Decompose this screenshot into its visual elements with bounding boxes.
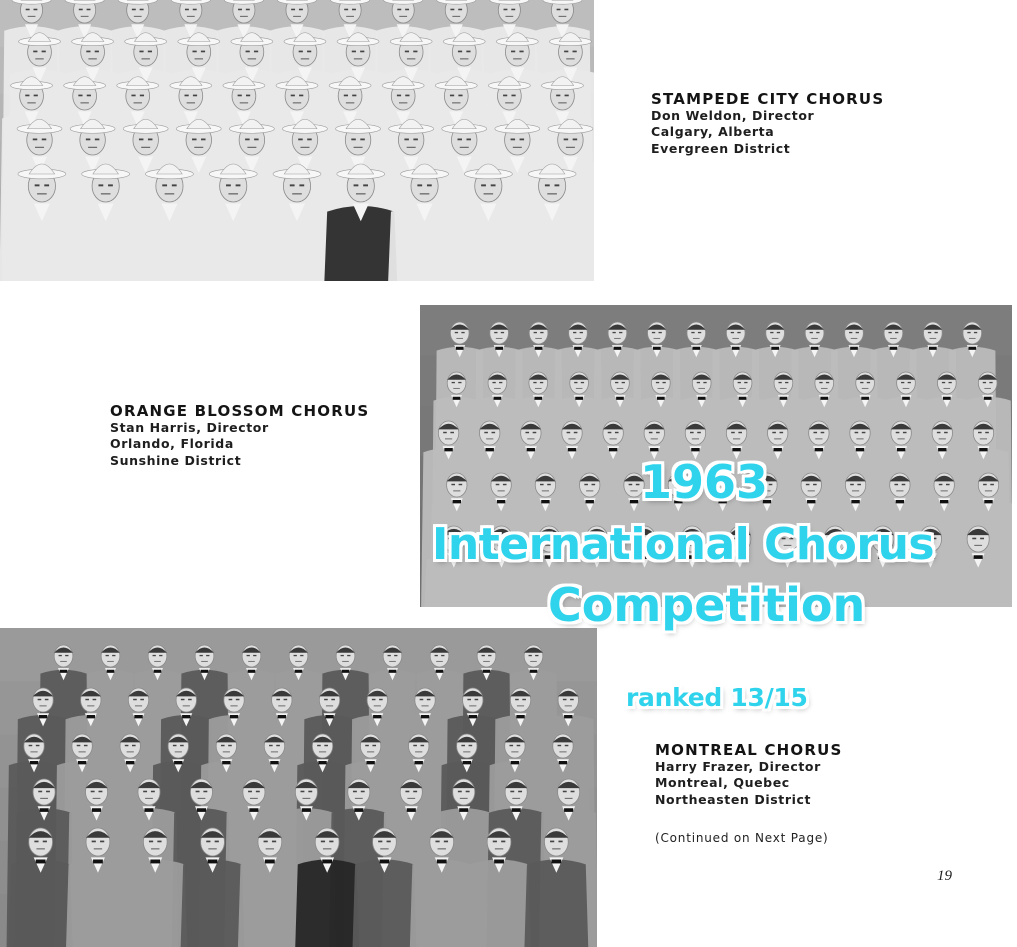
- chorus-name: MONTREAL CHORUS: [655, 741, 843, 759]
- orange-blossom-chorus-caption: [110, 403, 369, 469]
- stampede-city-chorus-photo: [0, 0, 594, 281]
- overlay-title-line1: International Chorus: [432, 519, 935, 570]
- chorus-location: Calgary, Alberta: [651, 124, 775, 139]
- chorus-director: Harry Frazer, Director: [655, 758, 821, 774]
- overlay-title-line2: Competition: [548, 578, 866, 632]
- montreal-chorus-photo: [0, 628, 597, 947]
- montreal-chorus-caption: [655, 742, 843, 808]
- chorus-district: Evergreen District: [651, 140, 791, 156]
- chorus-director: Stan Harris, Director: [110, 419, 269, 435]
- chorus-name: ORANGE BLOSSOM CHORUS: [110, 402, 370, 420]
- chorus-name: STAMPEDE CITY CHORUS: [651, 90, 885, 108]
- chorus-district: Northeasten District: [655, 791, 812, 807]
- stampede-city-chorus-caption: [651, 91, 884, 157]
- continued-note: (Continued on Next Page): [655, 831, 829, 845]
- overlay-year: 1963: [640, 455, 769, 509]
- chorus-location: Montreal, Quebec: [655, 775, 790, 790]
- page-number: 19: [937, 868, 952, 884]
- group-photo-suits-icon: [0, 628, 597, 947]
- overlay-ranking: ranked 13/15: [626, 683, 808, 712]
- group-photo-cowboy-hats-icon: [0, 0, 594, 281]
- chorus-director: Don Weldon, Director: [651, 107, 815, 123]
- chorus-district: Sunshine District: [110, 452, 242, 468]
- chorus-location: Orlando, Florida: [110, 436, 234, 451]
